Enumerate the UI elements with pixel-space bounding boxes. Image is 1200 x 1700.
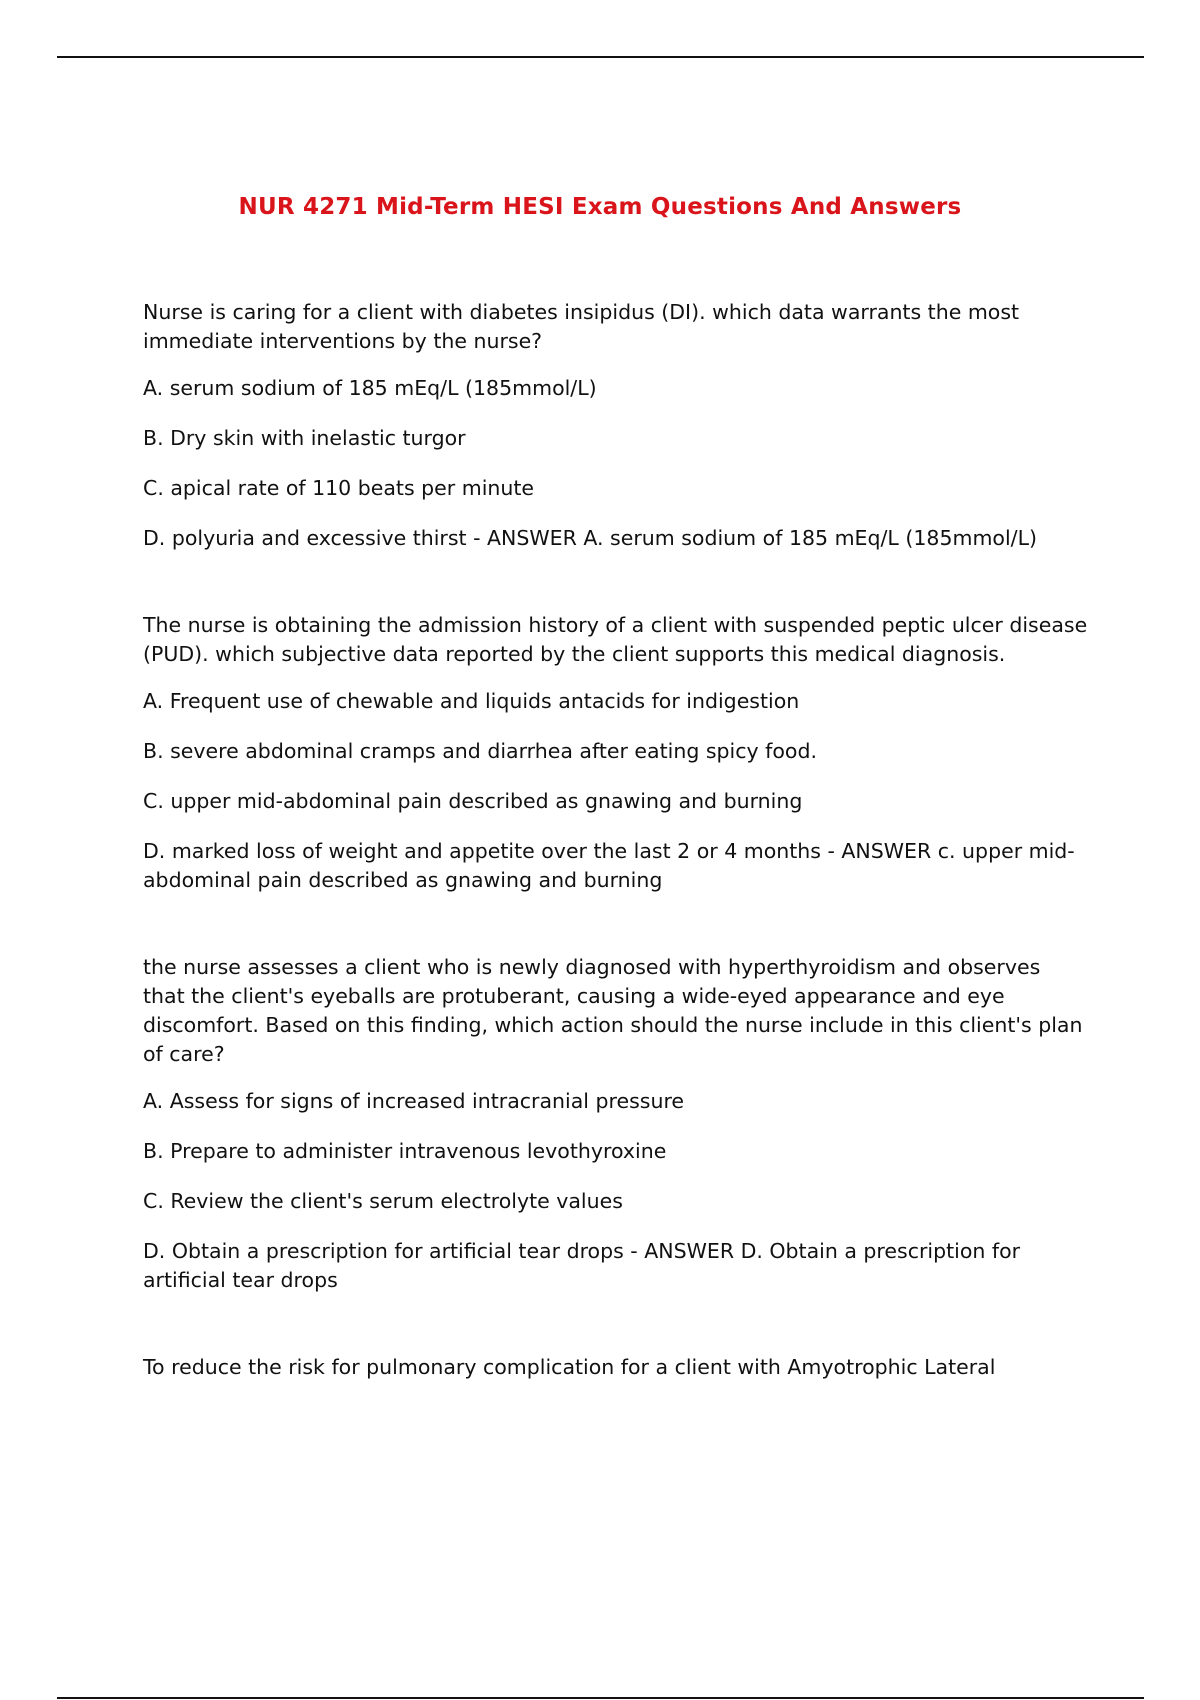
question-text: The nurse is obtaining the admission history of a client with suspended peptic ulcer disease (PUD). which subjective data reported by the client supports this medical diagnosis. [143, 613, 1088, 666]
question-3 [143, 953, 1088, 1295]
option-b: B. Prepare to administer intravenous levothyroxine [143, 1139, 667, 1163]
question-4 [143, 1353, 1088, 1382]
option-c: C. Review the client's serum electrolyte values [143, 1189, 623, 1213]
option-a: A. serum sodium of 185 mEq/L (185mmol/L) [143, 376, 597, 400]
question-text: Nurse is caring for a client with diabetes insipidus (DI). which data warrants the most immediate interventions by the nurse? [143, 300, 1020, 353]
option-d-with-answer: D. polyuria and excessive thirst - ANSWER A. serum sodium of 185 mEq/L (185mmol/L) [143, 526, 1037, 550]
option-b: B. severe abdominal cramps and diarrhea after eating spicy food. [143, 739, 817, 763]
option-c: C. apical rate of 110 beats per minute [143, 476, 535, 500]
top-divider [57, 56, 1144, 58]
option-a: A. Frequent use of chewable and liquids antacids for indigestion [143, 689, 800, 713]
option-d-with-answer: D. Obtain a prescription for artificial tear drops - ANSWER D. Obtain a prescription for artificial tear drops [143, 1239, 1021, 1292]
question-1 [143, 298, 1088, 553]
document-title: NUR 4271 Mid-Term HESI Exam Questions And Answers [238, 194, 962, 220]
question-text: To reduce the risk for pulmonary complication for a client with Amyotrophic Lateral [143, 1355, 996, 1379]
option-b: B. Dry skin with inelastic turgor [143, 426, 466, 450]
question-2 [143, 611, 1088, 895]
question-text: the nurse assesses a client who is newly diagnosed with hyperthyroidism and observes that the client's eyeballs are protuberant, causing a wide-eyed appearance and eye discomfort. Based on this finding, which action should the nurse include in this client's plan of care? [143, 955, 1083, 1066]
option-d-with-answer: D. marked loss of weight and appetite over the last 2 or 4 months - ANSWER c. upper mid-abdominal pain described as gnawing and burning [143, 839, 1075, 892]
bottom-divider [57, 1697, 1144, 1699]
option-c: C. upper mid-abdominal pain described as gnawing and burning [143, 789, 803, 813]
option-a: A. Assess for signs of increased intracranial pressure [143, 1089, 685, 1113]
document-body [143, 298, 1088, 1440]
